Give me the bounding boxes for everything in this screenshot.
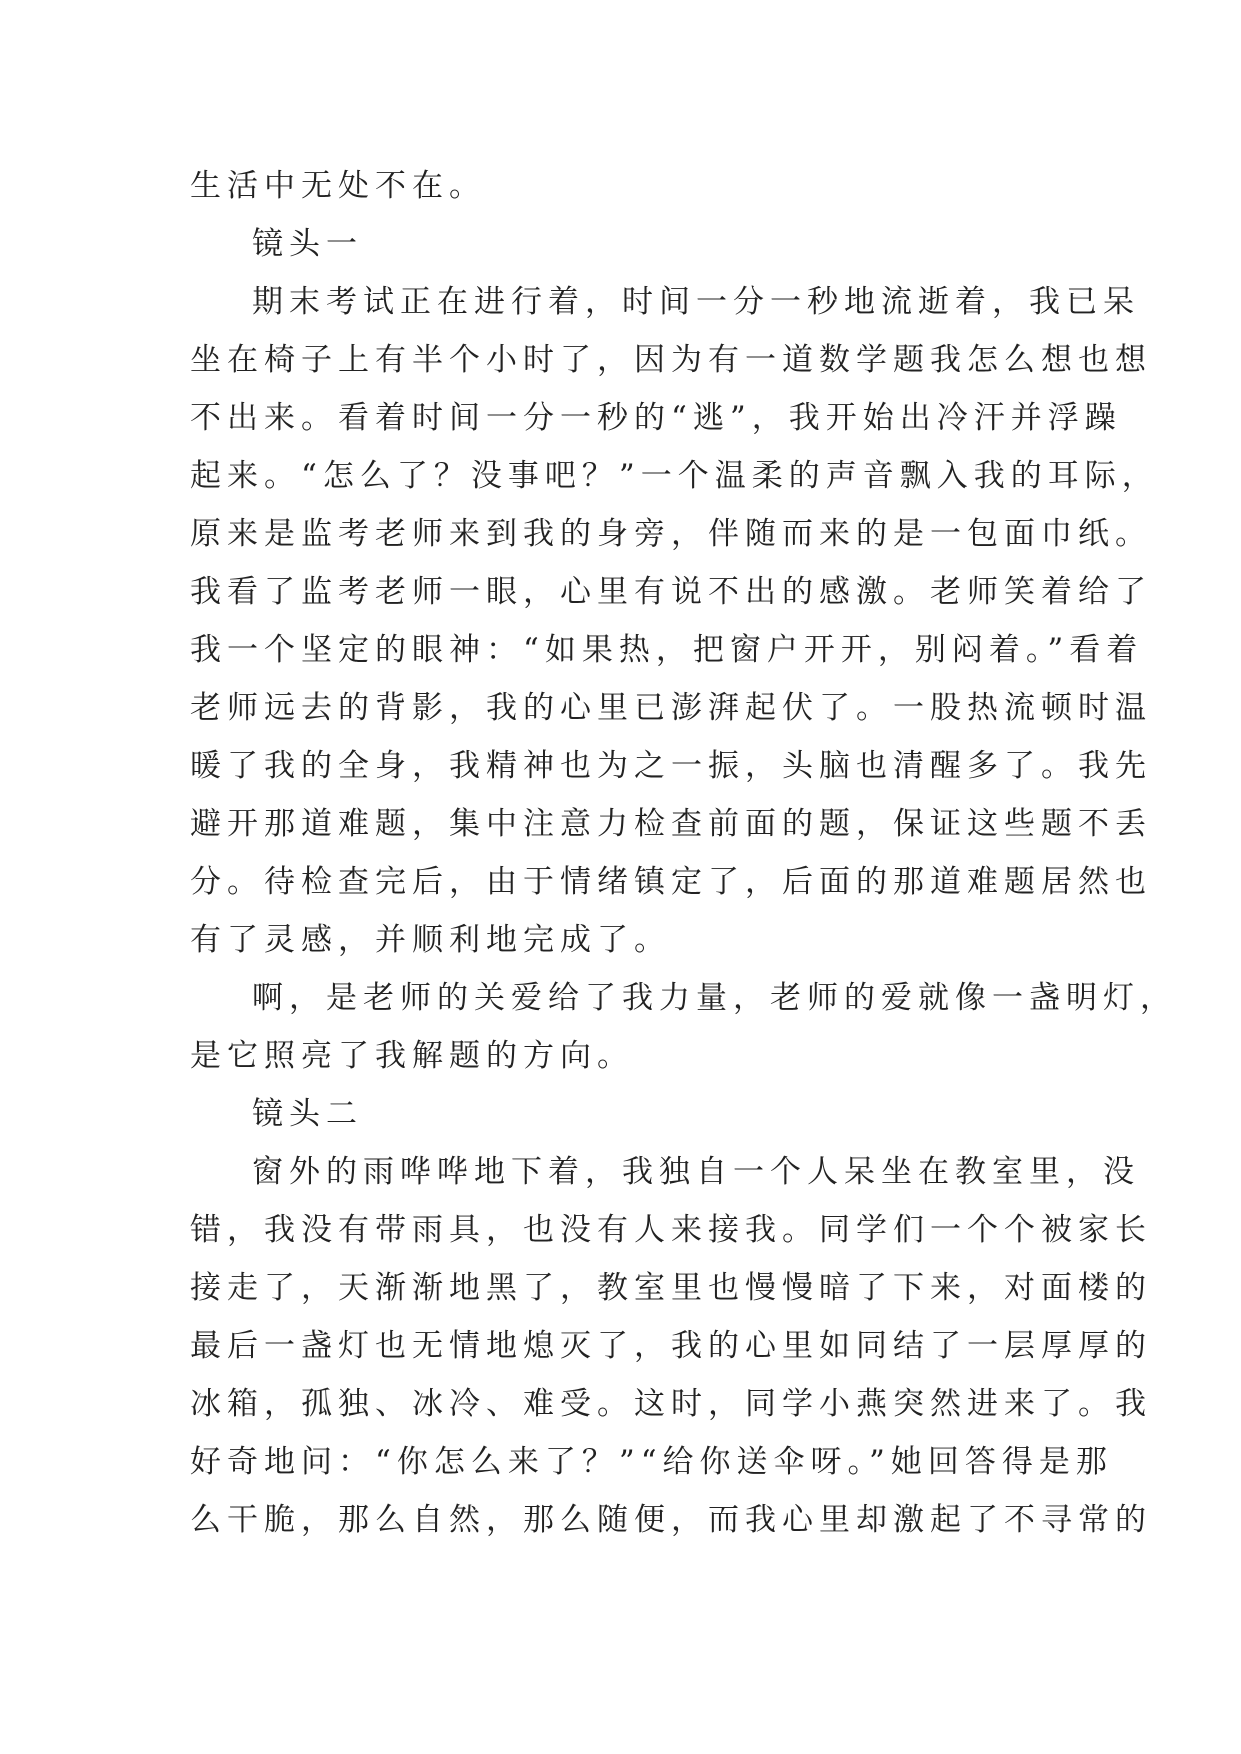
text-line: 啊，是老师的关爱给了我力量，老师的爱就像一盏明灯， <box>252 980 1177 1016</box>
text-line: 接走了，天渐渐地黑了，教室里也慢慢暗了下来，对面楼的 <box>190 1270 1152 1306</box>
text-line: 避开那道难题，集中注意力检查前面的题，保证这些题不丢 <box>190 806 1152 842</box>
text-line: 么干脆，那么自然，那么随便，而我心里却激起了不寻常的 <box>190 1502 1152 1538</box>
text-line: 坐在椅子上有半个小时了，因为有一道数学题我怎么想也想 <box>190 342 1152 378</box>
text-line: 我一个坚定的眼神：“如果热，把窗户开开，别闷着。”看着 <box>190 632 1144 668</box>
body-text <box>190 157 1177 1549</box>
text-line: 分。待检查完后，由于情绪镇定了，后面的那道难题居然也 <box>190 864 1152 900</box>
text-line: 是它照亮了我解题的方向。 <box>190 1038 634 1074</box>
text-line: 冰箱，孤独、冰冷、难受。这时，同学小燕突然进来了。我 <box>190 1386 1152 1422</box>
text-line: 老师远去的背影，我的心里已澎湃起伏了。一股热流顿时温 <box>190 690 1152 726</box>
text-line: 镜头二 <box>252 1096 363 1132</box>
text-line: 生活中无处不在。 <box>190 168 486 204</box>
text-line: 原来是监考老师来到我的身旁，伴随而来的是一包面巾纸。 <box>190 516 1152 552</box>
text-line: 镜头一 <box>252 226 363 262</box>
text-line: 窗外的雨哗哗地下着，我独自一个人呆坐在教室里，没 <box>252 1154 1140 1190</box>
text-line: 期末考试正在进行着，时间一分一秒地流逝着，我已呆 <box>252 284 1140 320</box>
text-line: 我看了监考老师一眼，心里有说不出的感激。老师笑着给了 <box>190 574 1152 610</box>
text-line: 起来。“怎么了？没事吧？”一个温柔的声音飘入我的耳际， <box>190 458 1159 494</box>
text-line: 暖了我的全身，我精神也为之一振，头脑也清醒多了。我先 <box>190 748 1152 784</box>
text-line: 有了灵感，并顺利地完成了。 <box>190 922 671 958</box>
text-line: 不出来。看着时间一分一秒的“逃”，我开始出冷汗并浮躁 <box>190 400 1122 436</box>
text-line: 好奇地问：“你怎么来了？”“给你送伞呀。”她回答得是那 <box>190 1444 1113 1480</box>
text-line: 错，我没有带雨具，也没有人来接我。同学们一个个被家长 <box>190 1212 1152 1248</box>
text-line: 最后一盏灯也无情地熄灭了，我的心里如同结了一层厚厚的 <box>190 1328 1152 1364</box>
